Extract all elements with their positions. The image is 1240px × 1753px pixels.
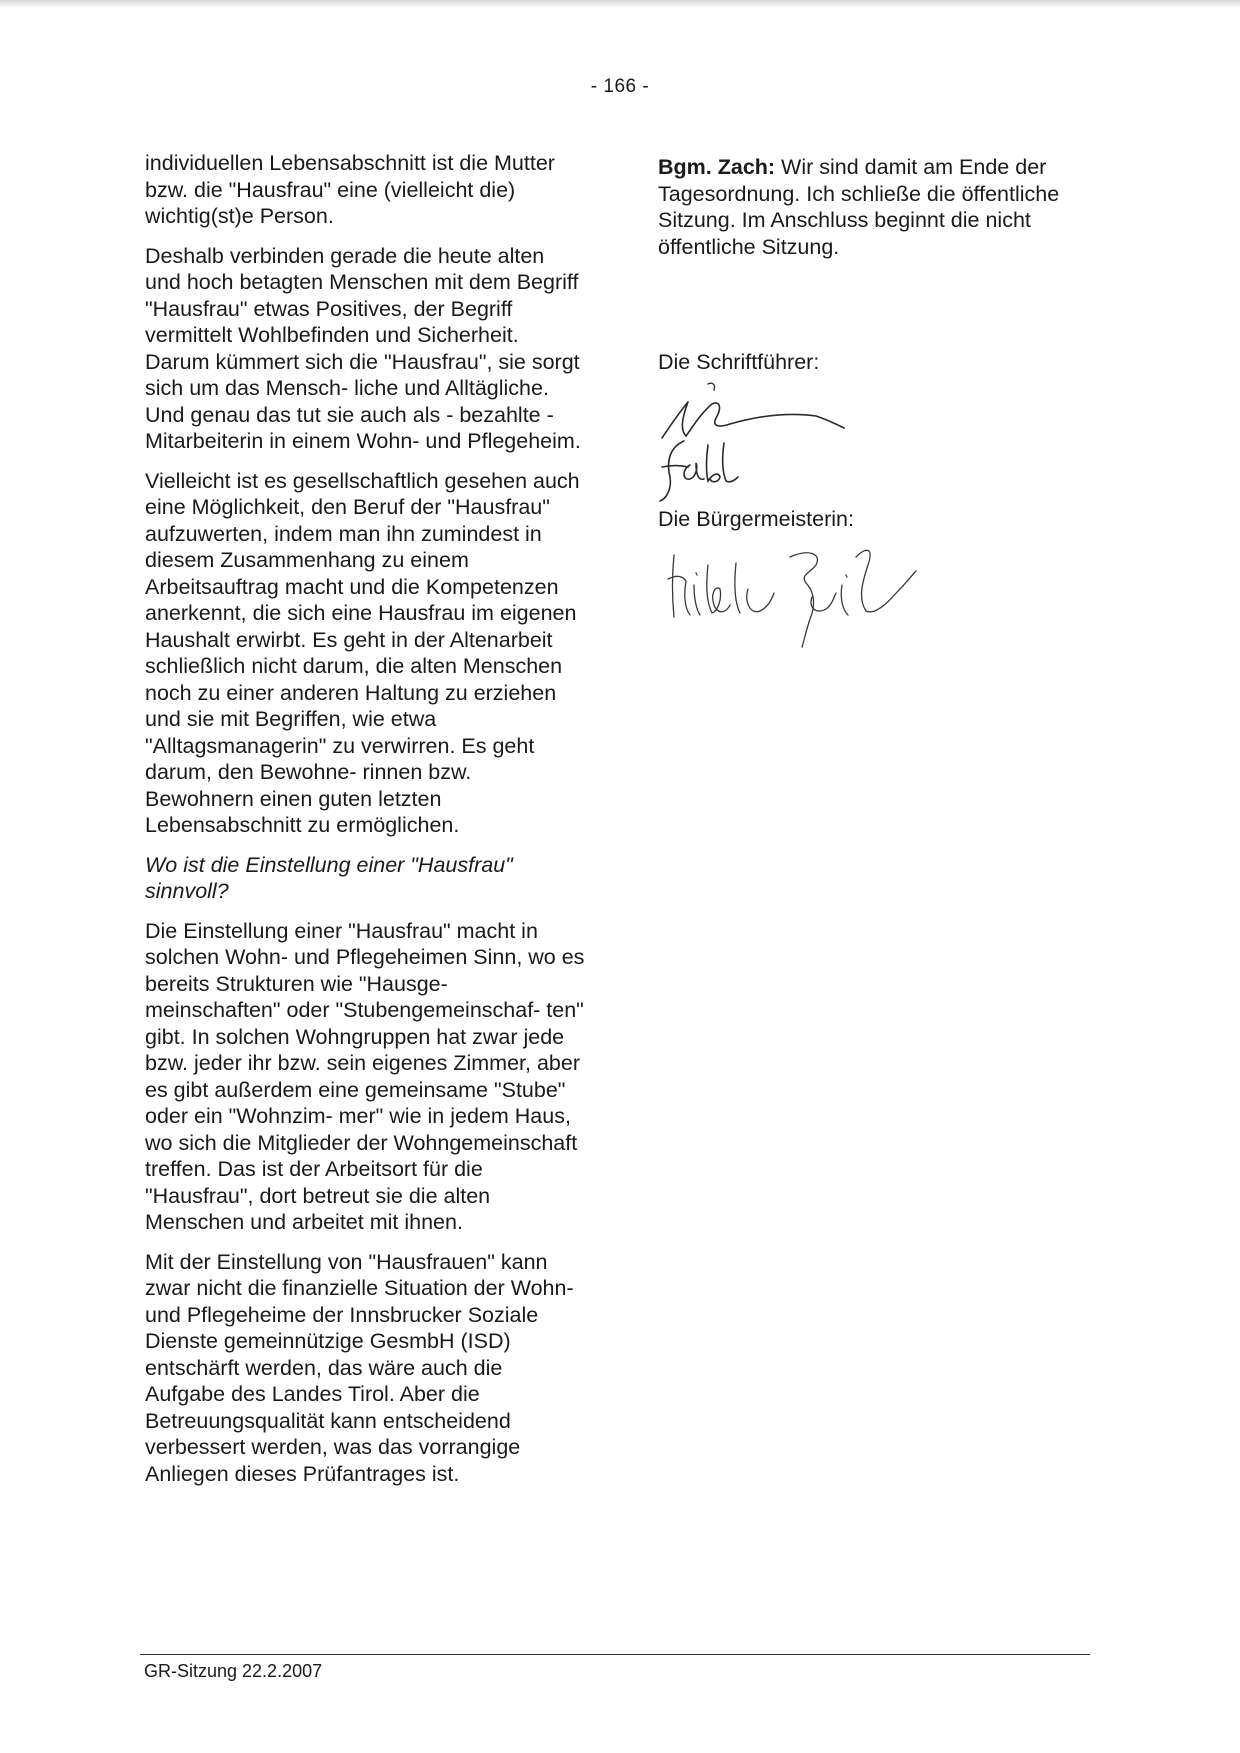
page-number: - 166 - bbox=[590, 76, 650, 97]
closing-statement bbox=[658, 154, 1098, 260]
question-heading: Wo ist die Einstellung einer "Hausfrau" sinnvoll? bbox=[145, 852, 513, 903]
schriftfuehrer-signature-2 bbox=[656, 437, 766, 507]
schriftfuehrer-label: Die Schriftführer: bbox=[658, 350, 820, 374]
right-column bbox=[658, 154, 1098, 260]
statement-text: Wir sind damit am Ende der Tagesordnung. Ich schließe die öffentliche Sitzung. Im Anschluss beginnt die nicht öffentliche Sitzung. bbox=[658, 155, 1060, 259]
paragraph: Mit der Einstellung von "Hausfrauen" kann zwar nicht die finanzielle Situation der Wohn- und Pflegeheime der Innsbrucker Soziale Dienste gemeinnützige GesmbH (ISD) entschärft werden, das wäre auch die Aufgabe des Landes Tirol. Aber die Betreuungsqualität kann entscheidend verbessert werden, was das vorrangige Anliegen dieses Prüfantrages ist. bbox=[145, 1249, 574, 1486]
footer-rule bbox=[140, 1654, 1090, 1655]
scan-edge-shadow bbox=[0, 0, 1240, 8]
buergermeisterin-label: Die Bürgermeisterin: bbox=[658, 507, 854, 531]
buergermeisterin-signature bbox=[660, 535, 960, 650]
paragraph: individuellen Lebensabschnitt ist die Mutter bzw. die "Hausfrau" eine (vielleicht die) wichtig(st)e Person. bbox=[145, 151, 555, 228]
paragraph: Deshalb verbinden gerade die heute alten und hoch betagten Menschen mit dem Begriff "Hausfrau" etwas Positives, der Begriff vermittelt Wohlbefinden und Sicherheit. Darum kümmert sich die "Hausfrau", sie sorgt sich um das Mensch- liche und Alltägliche. Und genau das tut sie auch als - bezahlte - Mitarbeiterin in einem Wohn- und Pflegeheim. bbox=[145, 243, 581, 453]
left-column bbox=[145, 150, 585, 1500]
paragraph: Vielleicht ist es gesellschaftlich gesehen auch eine Möglichkeit, den Beruf der "Hausfrau" aufzuwerten, indem man ihn zumindest in diesem Zusammenhang zu einem Arbeitsauftrag macht und die Kompetenzen anerkennt, die sich eine Hausfrau im eigenen Haushalt erwirbt. Es geht in der Altenarbeit schließlich nicht darum, die alten Menschen noch zu einer anderen Haltung zu erziehen und sie mit Begriffen, wie etwa "Alltagsmanagerin" zu verwirren. Es geht darum, den Bewohne- rinnen bzw. Bewohnern einen guten letzten Lebensabschnitt zu ermöglichen. bbox=[145, 468, 580, 837]
paragraph: Die Einstellung einer "Hausfrau" macht in solchen Wohn- und Pflegeheimen Sinn, wo es bereits Strukturen wie "Hausge- meinschaften" oder "Stubengemeinschaf- ten" gibt. In solchen Wohngruppen hat zwar jede bzw. jeder ihr bzw. sein eigenes Zimmer, aber es gibt außerdem eine gemeinsame "Stube" oder ein "Wohnzim- mer" wie in jedem Haus, wo sich die Mitglieder der Wohngemeinschaft treffen. Das ist der Arbeitsort für die "Hausfrau", dort betreut sie die alten Menschen und arbeitet mit ihnen. bbox=[145, 918, 585, 1234]
speaker-name: Bgm. Zach: bbox=[658, 155, 776, 179]
footer-text: GR-Sitzung 22.2.2007 bbox=[144, 1661, 323, 1681]
